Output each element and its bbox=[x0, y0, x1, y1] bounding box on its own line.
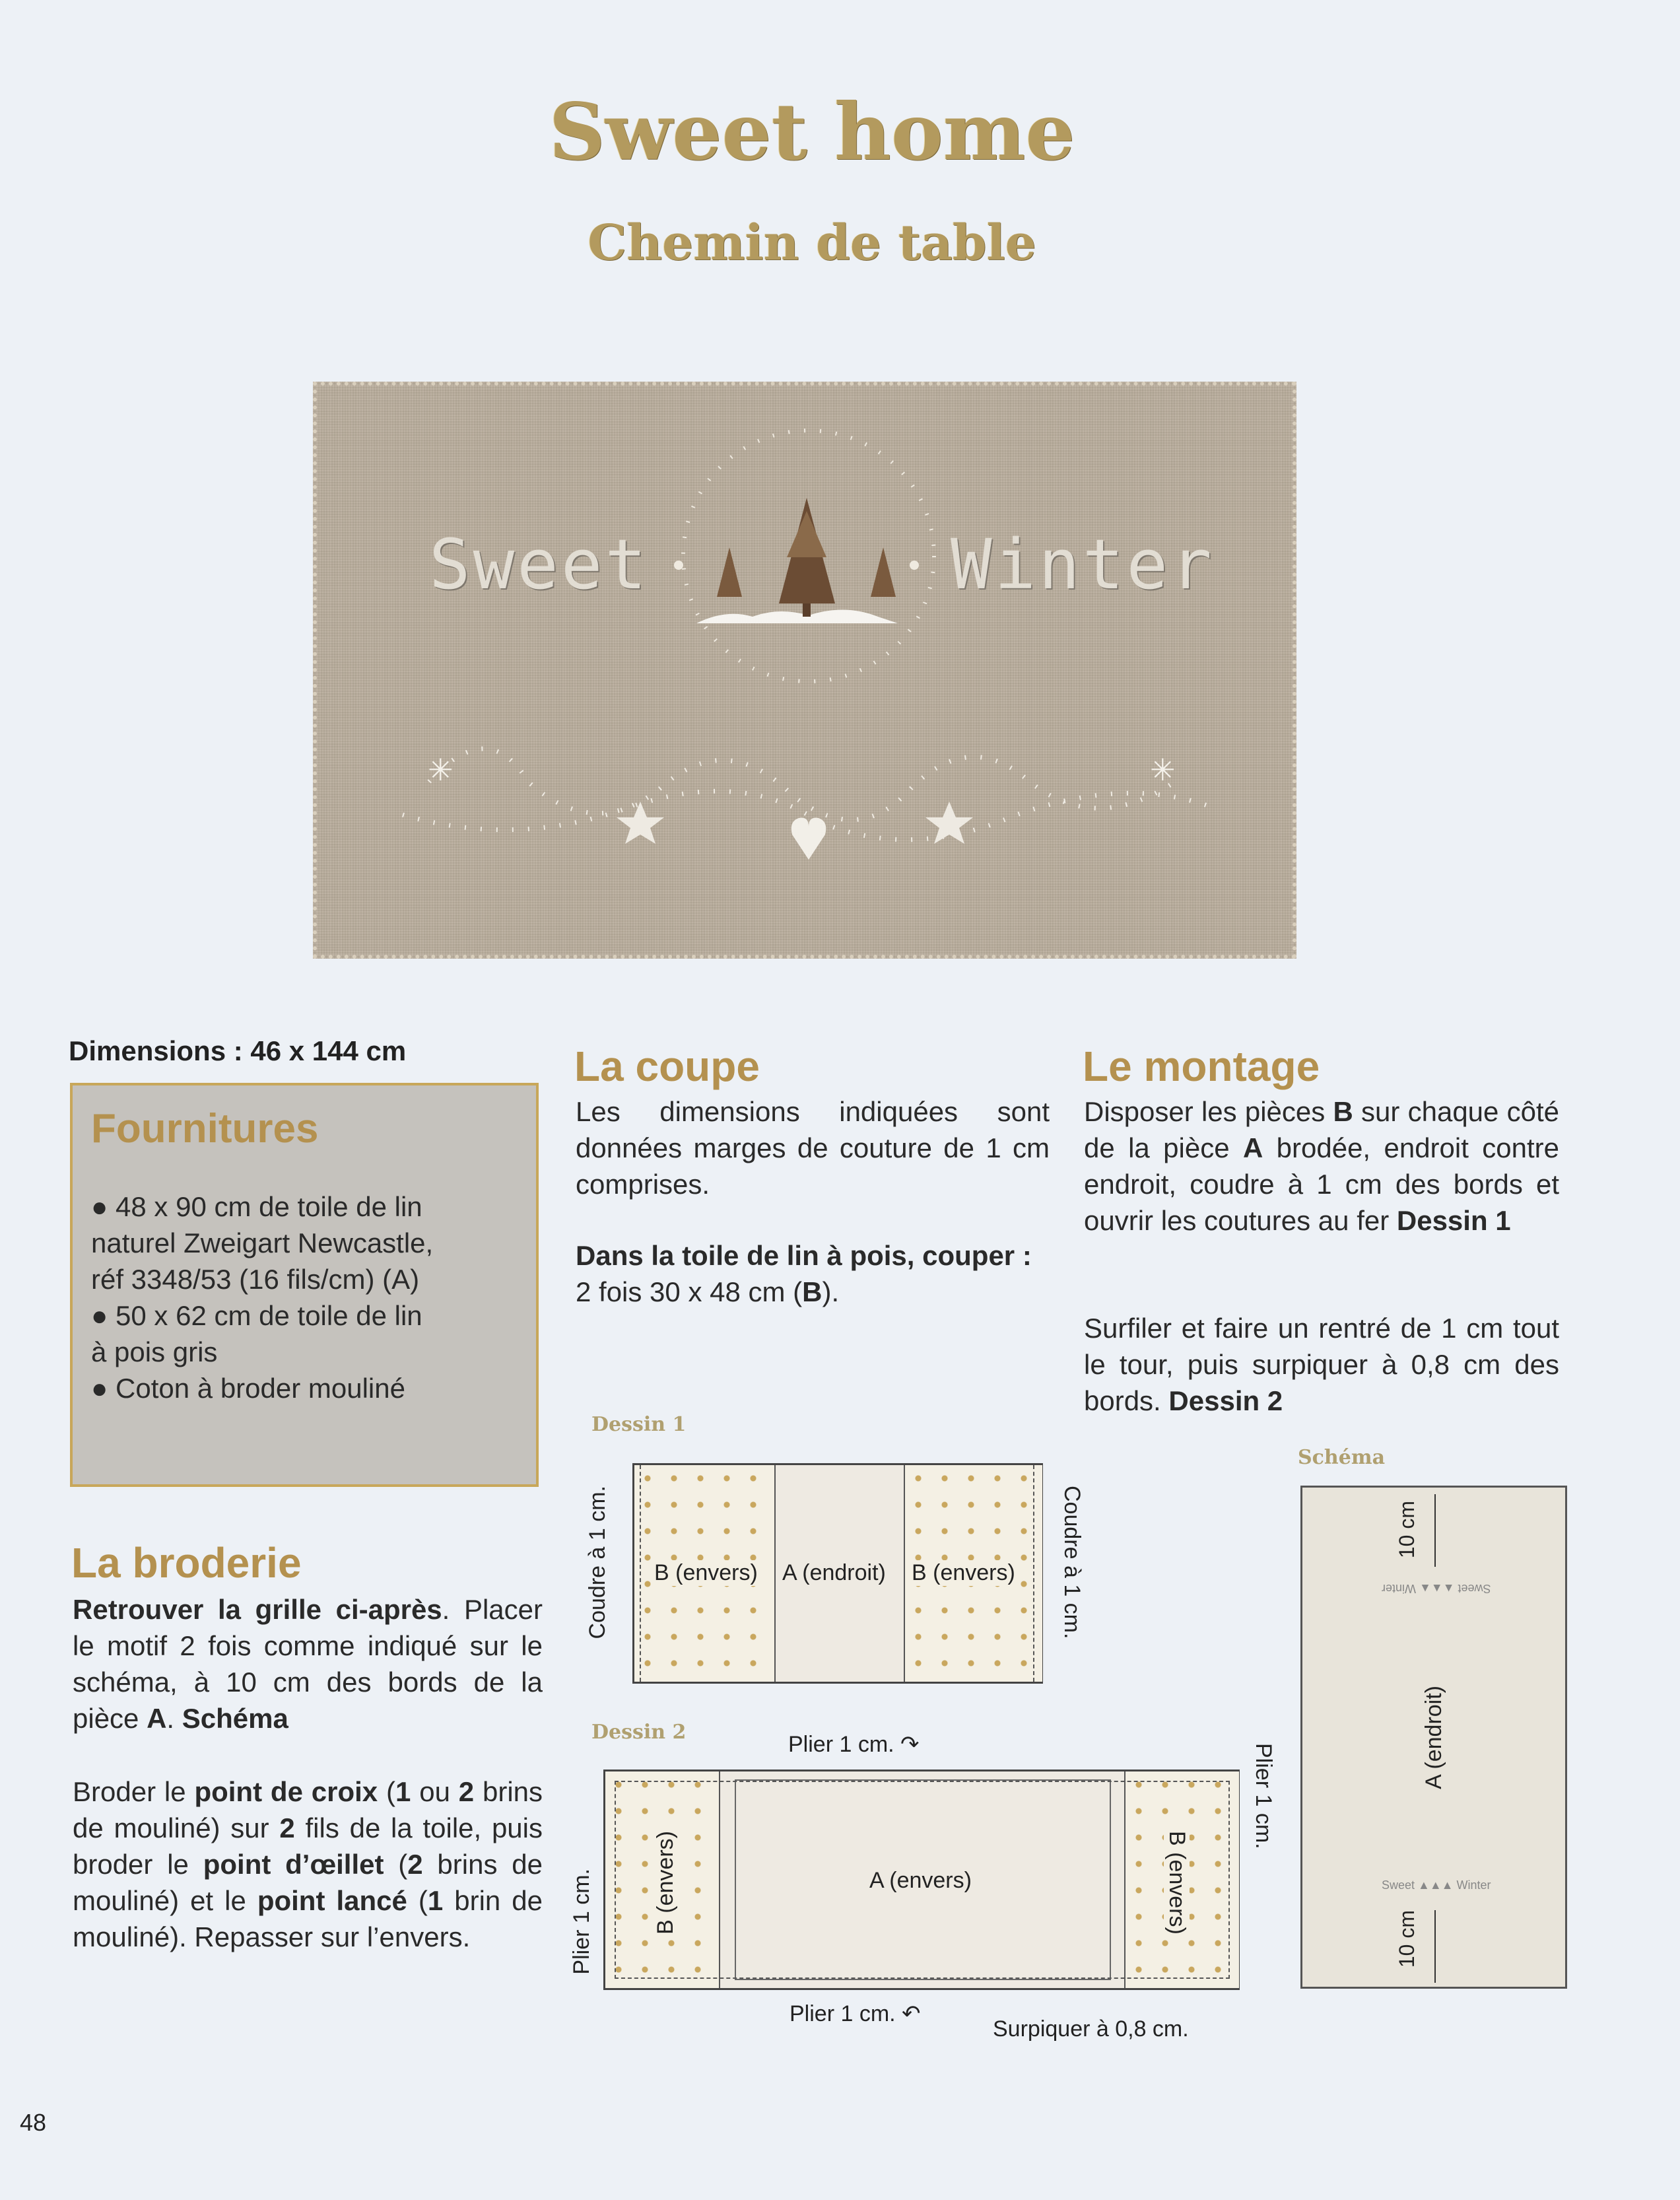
dessin-1-piece-left-label: B (envers) bbox=[654, 1560, 758, 1585]
montage-heading: Le montage bbox=[1083, 1043, 1320, 1090]
text-segment: 1 bbox=[427, 1885, 444, 1916]
coupe-heading: La coupe bbox=[574, 1043, 760, 1090]
dessin-2-left-note: Plier 1 cm. bbox=[569, 1869, 594, 1975]
broderie-heading: La broderie bbox=[71, 1539, 302, 1587]
schema-top-measure: 10 cm bbox=[1395, 1501, 1419, 1559]
schema-diagram bbox=[1300, 1486, 1567, 1989]
measure-arrow-icon bbox=[1434, 1494, 1436, 1567]
dessin-1-right-note: Coudre à 1 cm. bbox=[1059, 1486, 1085, 1639]
text-segment: . Placer le motif 2 fois comme indiqué sur le schéma, à 10 cm des bords de la pièce bbox=[73, 1594, 543, 1734]
text-segment: brins de mouliné) sur bbox=[73, 1776, 543, 1843]
dessin-2-piece-right-label: B (envers) bbox=[1164, 1831, 1190, 1935]
broderie-paragraph-1 bbox=[73, 1591, 543, 1736]
text-segment: Dessin 1 bbox=[1396, 1205, 1511, 1236]
measure-arrow-icon bbox=[1434, 1910, 1436, 1983]
dessin-2-right-note: Plier 1 cm. bbox=[1251, 1743, 1276, 1849]
text-segment: Dessin 2 bbox=[1168, 1385, 1283, 1416]
text-segment: ou bbox=[411, 1776, 459, 1807]
coupe-paragraph-2: Dans la toile de lin à pois, couper : 2 fois 30 x 48 cm (B). bbox=[576, 1240, 1032, 1307]
svg-text:✳: ✳ bbox=[428, 752, 454, 788]
page-number: 48 bbox=[20, 2109, 47, 2136]
dessin-2-label: Dessin 2 bbox=[591, 1721, 687, 1744]
svg-text:✳: ✳ bbox=[1150, 752, 1176, 788]
dessin-1-left-note: Coudre à 1 cm. bbox=[585, 1486, 610, 1639]
list-item: ● 50 x 62 cm de toile de lin bbox=[91, 1300, 422, 1331]
page-subtitle: Chemin de table bbox=[588, 215, 1036, 271]
fold-arrow-icon: ↷ bbox=[900, 1732, 920, 1757]
text-segment: ( bbox=[407, 1885, 428, 1916]
list-item: ● 48 x 90 cm de toile de lin bbox=[91, 1191, 422, 1222]
fournitures-heading: Fournitures bbox=[91, 1106, 319, 1152]
schema-center-label: A (endroit) bbox=[1421, 1686, 1446, 1789]
text-segment: Disposer les pièces bbox=[1084, 1096, 1333, 1127]
text-segment: 1 bbox=[395, 1776, 411, 1807]
dessin-2-piece-left-label: B (envers) bbox=[653, 1831, 678, 1935]
schema-motif-bottom: Sweet ▲▲▲ Winter bbox=[1382, 1878, 1491, 1892]
fournitures-box bbox=[70, 1083, 539, 1487]
tree-motif-icon bbox=[317, 386, 1293, 955]
dessin-2-piece-center-label: A (envers) bbox=[869, 1868, 972, 1893]
dessin-2-bottom-note: Plier 1 cm. ↶ bbox=[790, 2001, 921, 2026]
dessin-1-piece-center-label: A (endroit) bbox=[782, 1560, 886, 1585]
text-segment: Retrouver la grille ci-après bbox=[73, 1594, 442, 1625]
schema-bottom-measure: 10 cm bbox=[1395, 1910, 1419, 1968]
dessin-1-label: Dessin 1 bbox=[591, 1413, 687, 1436]
dessin-2-diagram bbox=[603, 1770, 1240, 1990]
dessin-2-stitch-note: Surpiquer à 0,8 cm. bbox=[993, 2016, 1189, 2042]
text-segment: brins de mouliné) et le bbox=[73, 1849, 543, 1916]
text-segment: 2 bbox=[407, 1849, 423, 1880]
text-segment: ( bbox=[384, 1849, 408, 1880]
text-segment: Broder le bbox=[73, 1776, 195, 1807]
schema-label: Schéma bbox=[1298, 1446, 1386, 1469]
text-segment: 2 bbox=[279, 1812, 295, 1843]
page-title: Sweet home bbox=[549, 86, 1075, 178]
text-segment: A bbox=[1242, 1132, 1263, 1163]
text-segment: point lancé bbox=[257, 1885, 407, 1916]
list-item: ● Coton à broder mouliné bbox=[91, 1373, 405, 1404]
text-segment: sur chaque côté de la pièce bbox=[1084, 1096, 1560, 1163]
text-segment: point d’œillet bbox=[203, 1849, 384, 1880]
dessin-1-diagram bbox=[632, 1463, 1043, 1684]
montage-paragraph-2 bbox=[1084, 1310, 1559, 1419]
dimensions-label: Dimensions : 46 x 144 cm bbox=[69, 1035, 407, 1066]
text-segment: A bbox=[147, 1703, 167, 1734]
text-segment: fils de la toile, puis broder le bbox=[73, 1812, 543, 1880]
table-runner-photo bbox=[313, 382, 1296, 959]
text-segment: ( bbox=[378, 1776, 396, 1807]
photo-word-winter: Winter bbox=[951, 524, 1215, 605]
text-segment: B bbox=[1333, 1096, 1353, 1127]
text-segment: Surfiler et faire un rentré de 1 cm tout le tour, puis surpiquer à 0,8 cm des bords. bbox=[1084, 1313, 1559, 1416]
text-segment: . bbox=[166, 1703, 182, 1734]
fournitures-list: ● 48 x 90 cm de toile de lin naturel Zweigart Newcastle, réf 3348/53 (16 fils/cm) (A) ● 50 x 62 cm de toile de lin à pois gris ● Coton à broder mouliné bbox=[91, 1188, 527, 1406]
schema-motif-top: Sweet ▲▲▲ Winter bbox=[1382, 1582, 1491, 1595]
text-segment: brodée, endroit contre endroit, coudre à 1 cm des bords et ouvrir les coutures au fer bbox=[1084, 1132, 1559, 1236]
dessin-1-piece-right-label: B (envers) bbox=[912, 1560, 1015, 1585]
fold-arrow-icon: ↶ bbox=[902, 2001, 921, 2026]
text-segment: Schéma bbox=[182, 1703, 288, 1734]
photo-word-sweet: Sweet bbox=[429, 524, 650, 605]
dessin-2-top-note: Plier 1 cm. ↷ bbox=[788, 1732, 920, 1757]
text-segment: brin de mouliné). Repasser sur l’envers. bbox=[73, 1885, 543, 1952]
text-segment: point de croix bbox=[194, 1776, 378, 1807]
text-segment: 2 bbox=[458, 1776, 475, 1807]
montage-paragraph-1 bbox=[1084, 1093, 1559, 1239]
coupe-paragraph-1: Les dimensions indiquées sont données marges de couture de 1 cm comprises. bbox=[576, 1096, 1050, 1200]
broderie-paragraph-2 bbox=[73, 1773, 543, 1955]
